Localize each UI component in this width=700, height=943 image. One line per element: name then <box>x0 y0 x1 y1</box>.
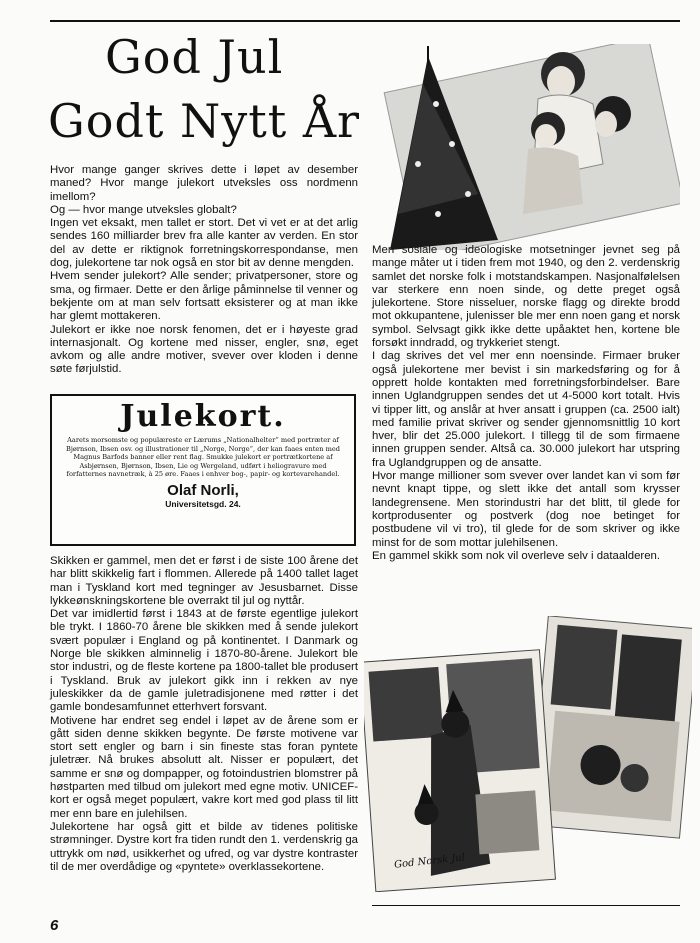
julekort-advertisement <box>50 394 356 546</box>
nisse-christmas-cards-illustration <box>364 616 692 892</box>
paragraph: Men sosiale og ideologiske motsetninger jevnet seg på mange måter ut i tiden frem mot 1940, og den 2. verdenskrig samlet det norske folk i motstandskampen. Nasjonalfølelsen var sterkere enn noen sinde, og dette preget også julekortene. Store nisseluer, norske flagg og direkte brodd mot okkupantene, julenisser ble mer enn noen gang et norsk symbol. Selvsagt gikk ikke dette upåaktet hen, kortene ble forsøkt inndradd, og trykkeriet stengt. <box>372 244 680 350</box>
paragraph: Hvor mange ganger skrives dette i løpet av desember maned? Hvor mange julekort utveksles oss nordmenn imellom? <box>50 164 358 203</box>
paragraph: Julekortene har også gitt et bilde av tidenes politiske strømninger. Dystre kort fra tiden rundt den 1. verdenskrig ga uttrykk om nød, usikkerhet og ufred, og var dystre kontraster til de mer overdådige og «pyntete» overklassekortene. <box>50 820 358 873</box>
paragraph: En gammel skikk som nok vil overleve selv i dataalderen. <box>372 549 661 562</box>
paragraph: Hvem sender julekort? Alle sender; privatpersoner, store og sma, og firmaer. Dette er den årlige påminnelse til venner og bekjente om at man selv fortsatt eksisterer og at man ikke har glemt mottakeren. <box>50 270 358 323</box>
paragraph: I dag skrives det vel mer enn noensinde. Firmaer bruker også julekortene mer bevist i sin markedsføring og for å opprett holde kontakten med forretningsforbindelser. Bare innen Uglandgruppen sendes det ut 4-5000 kort totalt. Hvis vi tipper litt, og anslår at hver ansatt i gruppen (ca. 2500 ialt) med familie privat skriver og sender gjennomsnittlig 10 kort hver, blir det 25.000 julekort. I tillegg til de som firmaene innen gruppen sender. Altså ca. 30.000 julekort har utspring fra Uglandgruppen og de ansatte. <box>372 350 680 469</box>
paragraph: Det var imidlertid først i 1843 at de første egentlige julekort ble trykt. I 1860-70 årene ble skikken med å sende julekort svært populær i England og på kontinentet. I Danmark og Norge ble skikken alminnelig i 1870-80-årene. Julekort ble stor industri, og de fleste kortene pa 1800-tallet ble produsert i Tyskland. Bruk av julekort gikk inn i rekken av nye juleskikker da de gamle juletradisjonene med røtter i det gamle bondesamfunnet etterhvert forsvant. <box>50 608 358 714</box>
advertisement-body: Aarets morsomste og populæreste er Lærums „Nationalhelter“ med portræter af Bjørnson, Ibsen osv. og illustrationer til „Norge, Norge“, der kan faaes enten med Magnus Barfods banner eller rent flag. Smukke julekort er portrætkortene af Asbjørnsen, Bjørnson, Ibsen, Lie og Wergeland, udført i heliogravure med forfatternes navnetræk, à 25 øre. Faaes i enhver bog-, papir- og kortevarehandel. <box>65 436 340 479</box>
paragraph: Ingen vet eksakt, men tallet er stort. Det vi vet er at det arlig sendes 160 milliarder brev fra alle kanter av verden. En stor del av dette er riktignok forretningskorrespondanse, men dog, julekortene tar nok også en stor bit av denne mengden. <box>50 217 358 270</box>
advertisement-heading: Julekort. <box>120 399 286 434</box>
card-caption: God Norsk Jul <box>393 852 466 871</box>
paragraph: Hvor mange millioner som svever over landet kan vi som før nevnt knapt tippe, og slett ikke det antall som krysser landegrensene. Men storindustri har det blitt, til glede for kortprodusenter og postverk (dog noe betinget for postbudene vil vi tro), til glede for de som skriver og ikke minst for de som mottar julehilsenen. <box>372 470 680 549</box>
paragraph: Og — hvor mange utveksles globalt? <box>50 203 237 216</box>
intro-text <box>50 164 358 377</box>
headline-line-1: God Jul <box>105 30 284 84</box>
paragraph: Skikken er gammel, men det er først i de siste 100 årene det har blitt skikkelig fart i flommen. Allerede på 1400 tallet laget man i Tyskland kort med tegninger av Jesusbarnet. Disse lykkeønskningskortene ble overrakt til jul og nyttår. <box>50 555 358 607</box>
paragraph: Julekort er ikke noe norsk fenomen, det er i høyeste grad internasjonalt. Og kortene med nisser, engler, snø, eget avkom og alle andre motiver, svever over kloden i denne søte førjulstid. <box>50 323 358 376</box>
history-text <box>50 555 358 874</box>
page-number: 6 <box>50 917 59 934</box>
bottom-rule <box>372 905 680 906</box>
headline-line-2: Godt Nytt År <box>48 94 361 148</box>
children-christmas-tree-photo <box>378 44 680 250</box>
top-rule <box>50 20 680 22</box>
advertisement-address: Universitetsgd. 24. <box>165 498 241 509</box>
right-column-text <box>372 244 680 563</box>
advertisement-signature: Olaf Norli, <box>167 481 239 499</box>
paragraph: Motivene har endret seg endel i løpet av de årene som er gått siden denne skikken begynte. De første motivene var stort sett engler og barn i sin fineste stas foran pyntete juletrær. Nå brukes absolutt alt. Nisser er populært, det samme er snø og dompapper, og fotoindustrien blomstrer på høstparten med tilbud om julekort med egne motiv. UNICEF-kort er også meget populært, vakre kort med god plass til litt mer enn bare en julehilsen. <box>50 714 358 820</box>
